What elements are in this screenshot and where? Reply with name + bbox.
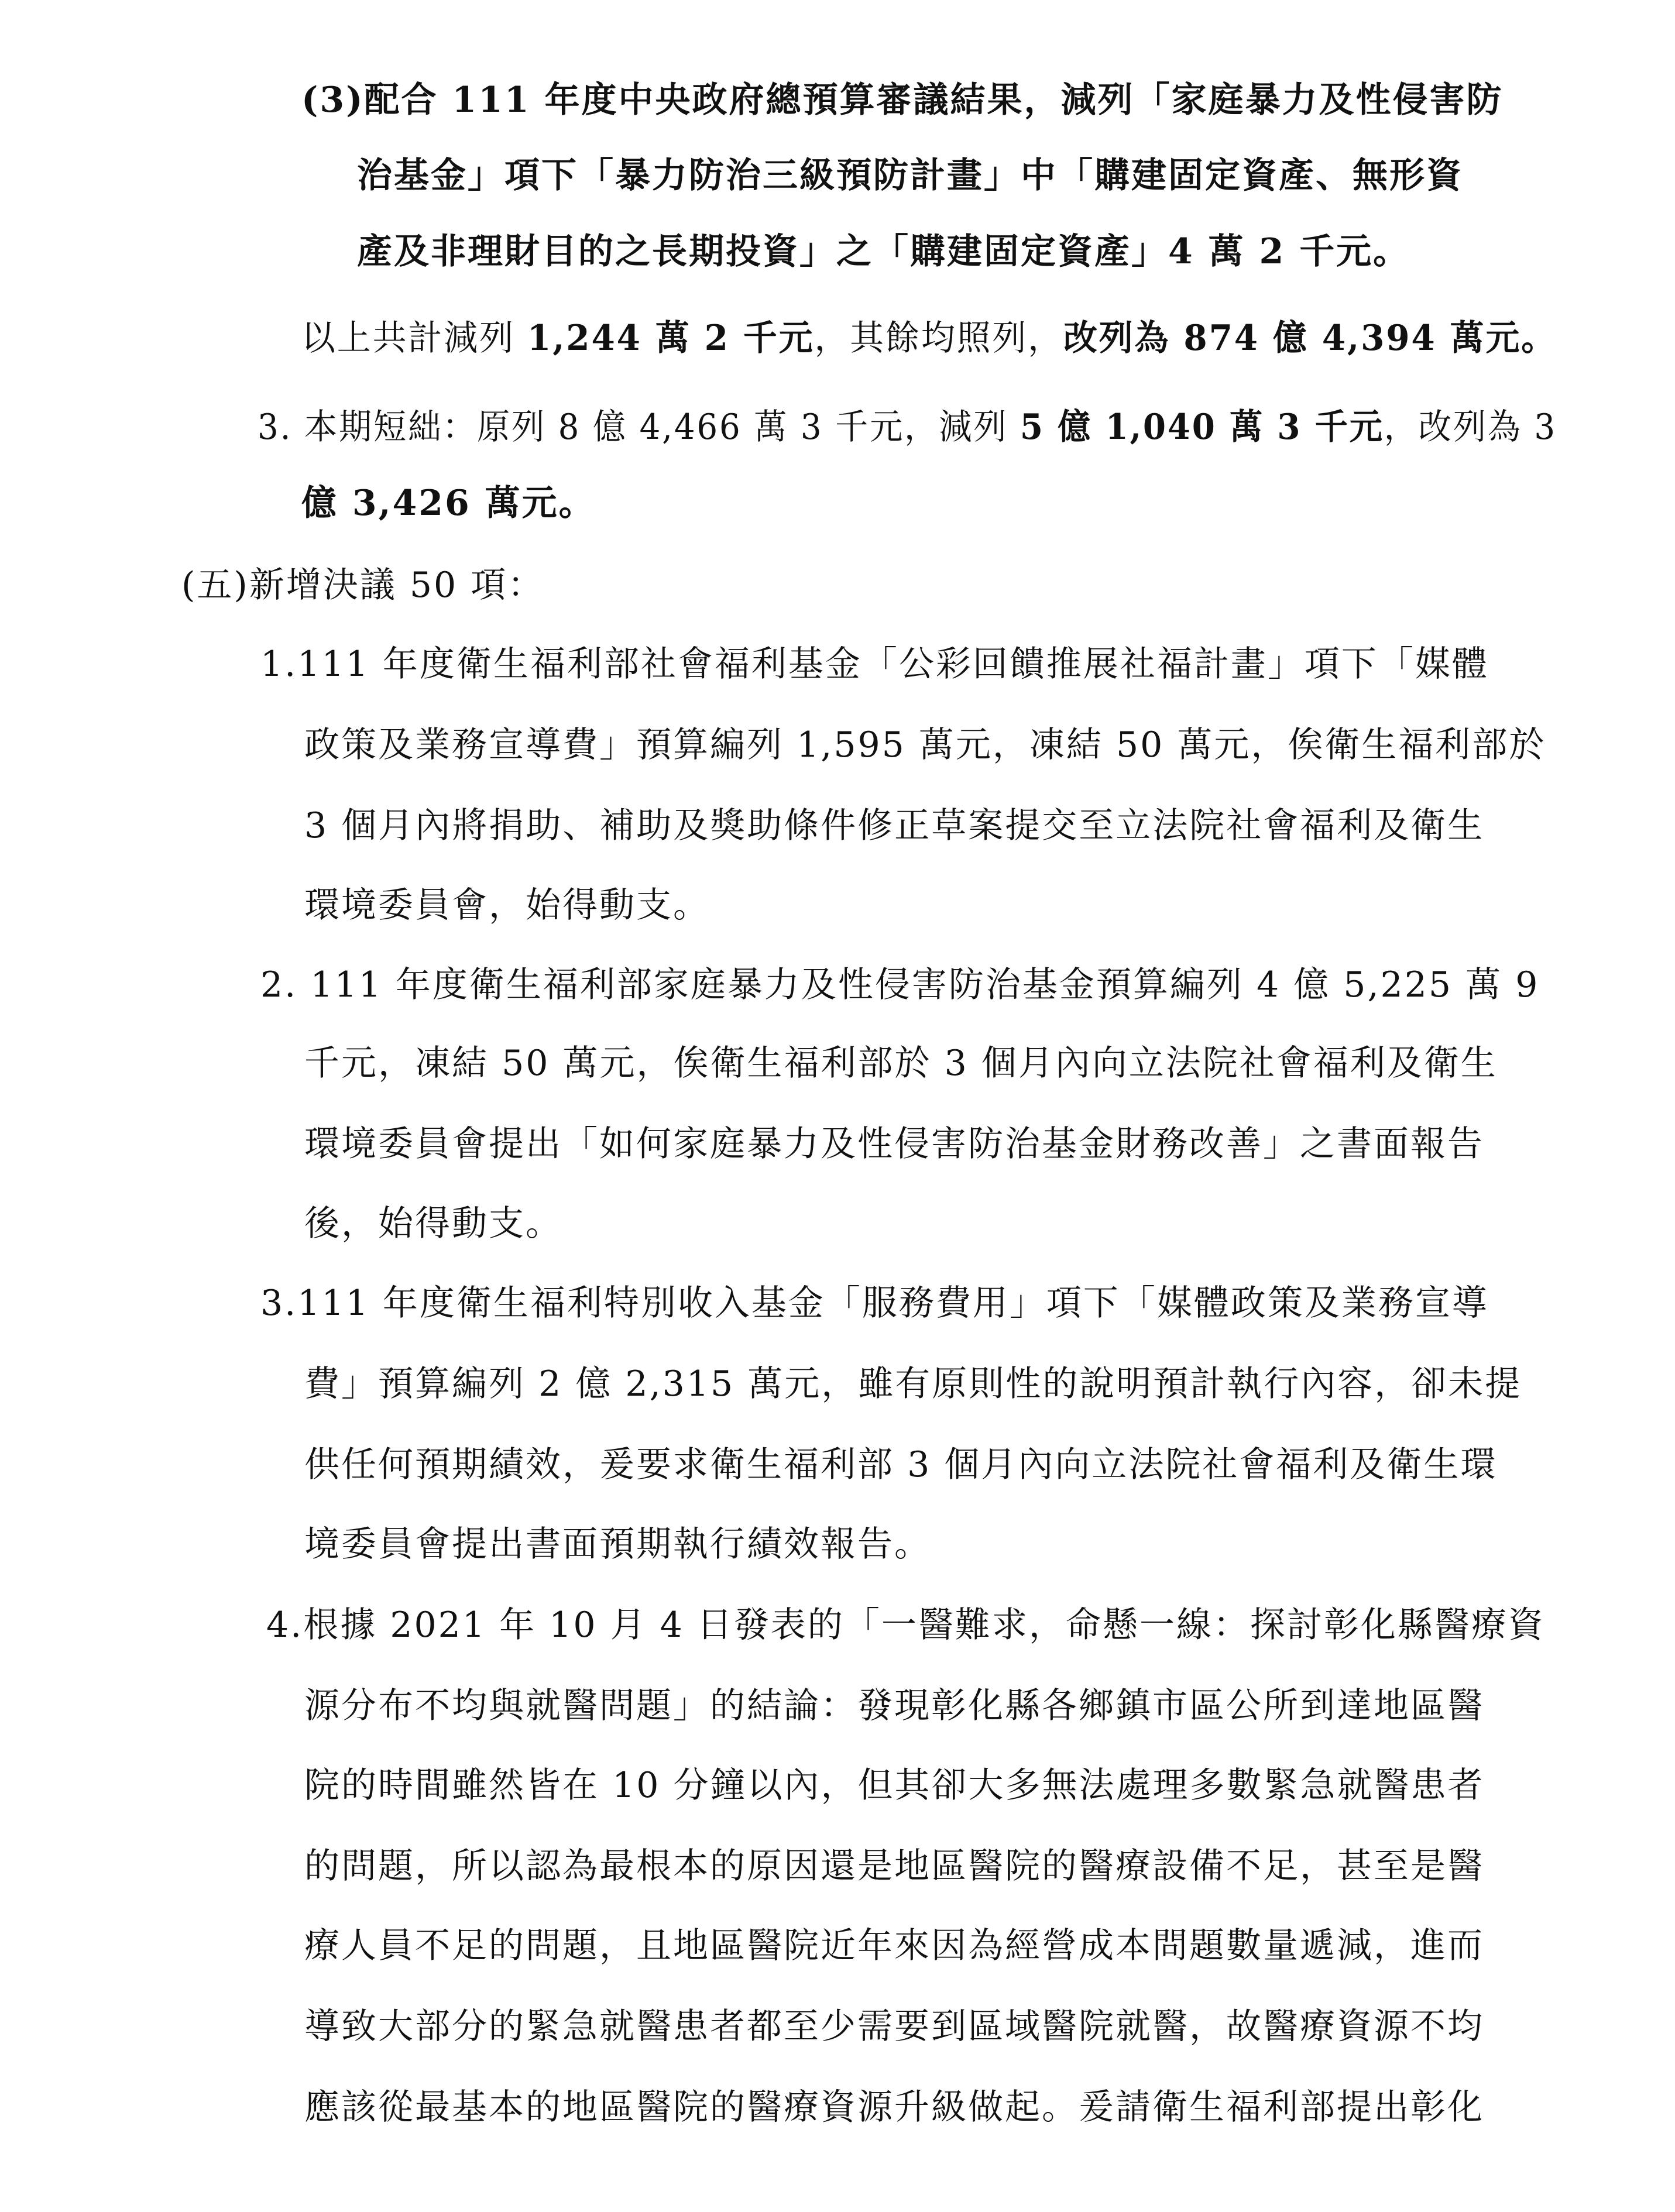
- resolution-3-line-4: 境委員會提出書面預期執行績效報告。: [304, 1524, 931, 1565]
- resolution-2-line-1: 2. 111 年度衛生福利部家庭暴力及性侵害防治基金預算編列 4 億 5,225 萬 9: [260, 964, 1540, 1005]
- item-3-line-1: [258, 401, 1557, 454]
- resolution-4-line-1: 4.根據 2021 年 10 月 4 日發表的「一醫難求，命懸一線：探討彰化縣醫療資: [266, 1605, 1545, 1646]
- resolution-2-line-2: 千元，凍結 50 萬元，俟衛生福利部於 3 個月內向立法院社會福利及衛生: [304, 1043, 1498, 1084]
- resolution-4-line-3: 院的時間雖然皆在 10 分鐘以內，但其卻大多無法處理多數緊急就醫患者: [304, 1765, 1485, 1806]
- subtotal-line: [301, 312, 1557, 365]
- section-heading: (五)新增決議 50 項：: [181, 565, 545, 606]
- resolution-2-line-3: 環境委員會提出「如何家庭暴力及性侵害防治基金財務改善」之書面報告: [304, 1124, 1484, 1165]
- resolution-4-line-4: 的問題，所以認為最根本的原因還是地區醫院的醫療設備不足，甚至是醫: [304, 1846, 1484, 1887]
- subtotal-prefix: 以上共計減列: [301, 318, 528, 359]
- resolution-1-line-2: 政策及業務宣導費」預算編列 1,595 萬元，凍結 50 萬元，俟衛生福利部於: [304, 724, 1546, 765]
- reduction-item-3-line-1: (3)配合 111 年度中央政府總預算審議結果，減列「家庭暴力及性侵害防: [301, 80, 1504, 121]
- subtotal-amount-reduced: 1,244 萬 2 千元: [527, 318, 815, 359]
- resolution-1-line-1: 1.111 年度衛生福利部社會福利基金「公彩回饋推展社福計畫」項下「媒體: [260, 644, 1489, 685]
- item-3-line-2: 億 3,426 萬元。: [301, 483, 596, 524]
- resolution-3-line-1: 3.111 年度衛生福利特別收入基金「服務費用」項下「媒體政策及業務宣導: [260, 1283, 1489, 1324]
- resolution-4-line-6: 導致大部分的緊急就醫患者都至少需要到區域醫院就醫，故醫療資源不均: [304, 2006, 1484, 2047]
- resolution-3-line-3: 供任何預期績效，爰要求衛生福利部 3 個月內向立法院社會福利及衛生環: [304, 1444, 1498, 1485]
- item-3-prefix: 3. 本期短絀：原列 8 億 4,466 萬 3 千元，減列: [258, 407, 1020, 448]
- resolution-1-line-4: 環境委員會，始得動支。: [304, 885, 710, 926]
- subtotal-final-amount: 改列為 874 億 4,394 萬元。: [1063, 318, 1557, 359]
- resolution-2-line-4: 後，始得動支。: [304, 1203, 562, 1244]
- resolution-4-line-5: 療人員不足的問題，且地區醫院近年來因為經營成本問題數量遞減，進而: [304, 1925, 1484, 1966]
- item-3-reduced-amount: 5 億 1,040 萬 3 千元: [1020, 407, 1384, 448]
- resolution-3-line-2: 費」預算編列 2 億 2,315 萬元，雖有原則性的說明預計執行內容，卻未提: [304, 1363, 1522, 1404]
- resolution-4-line-2: 源分布不均與就醫問題」的結論：發現彰化縣各鄉鎮市區公所到達地區醫: [304, 1685, 1484, 1726]
- reduction-item-3-line-2: 治基金」項下「暴力防治三級預防計畫」中「購建固定資產、無形資: [357, 155, 1463, 196]
- item-3-suffix: ，改列為 3: [1384, 407, 1557, 448]
- reduction-item-3-line-3: 產及非理財目的之長期投資」之「購建固定資產」4 萬 2 千元。: [357, 231, 1410, 272]
- resolution-1-line-3: 3 個月內將捐助、補助及獎助條件修正草案提交至立法院社會福利及衛生: [304, 805, 1485, 846]
- resolution-4-line-7: 應該從最基本的地區醫院的醫療資源升級做起。爰請衛生福利部提出彰化: [304, 2087, 1484, 2128]
- subtotal-middle: ，其餘均照列，: [814, 318, 1064, 359]
